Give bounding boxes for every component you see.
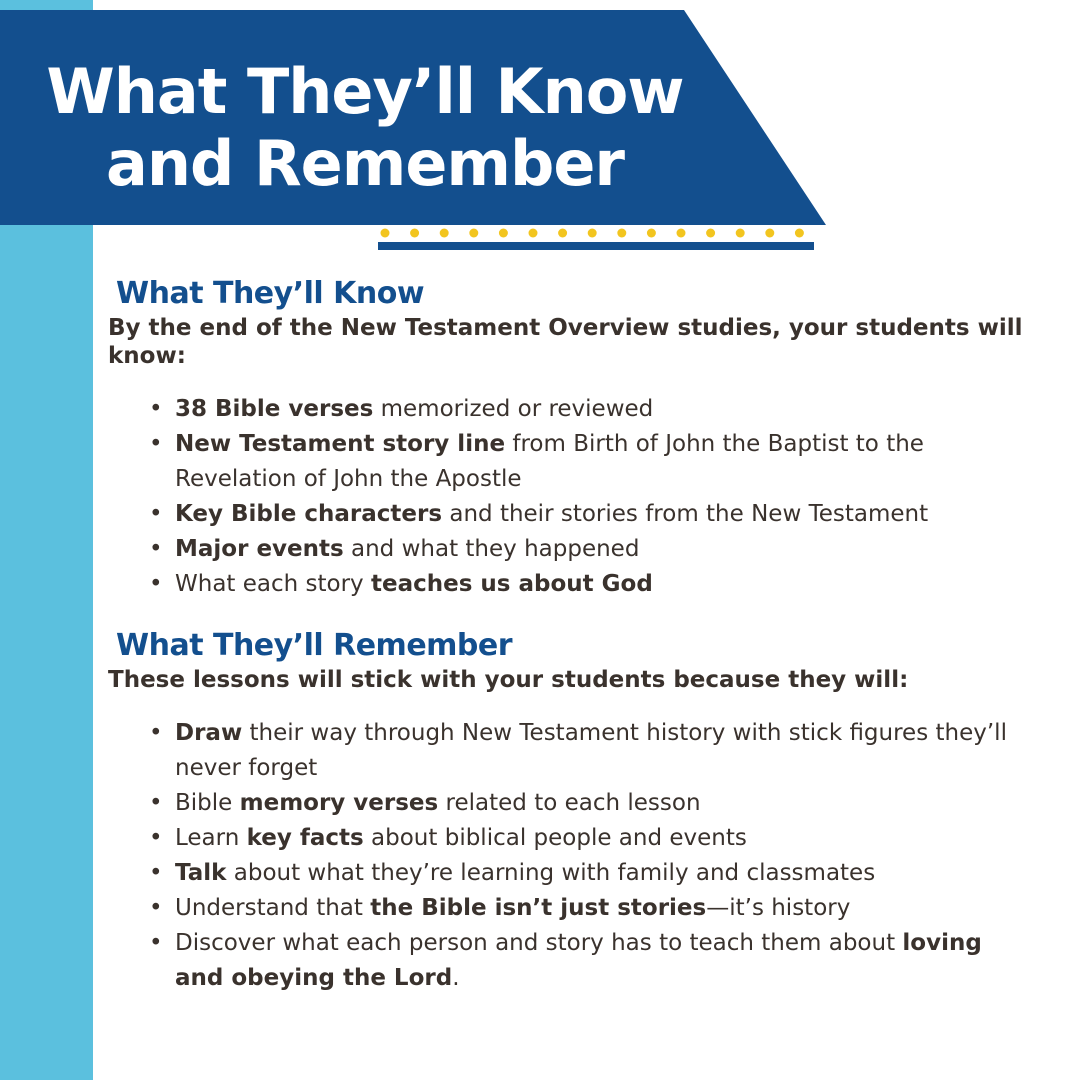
remember-item-text: about what they’re learning with family and classmates [226,860,876,886]
know-list [108,392,1038,602]
know-item [149,532,1038,567]
remember-item-lead-text: Understand that [175,895,371,921]
know-item-lead-text: What each story [175,571,371,597]
divider-dot [617,229,626,238]
bullet-icon: • [149,790,163,816]
main-content [108,274,1038,996]
divider-dot [499,229,508,238]
remember-item-text: related to each lesson [438,790,701,816]
bullet-icon: • [149,536,163,562]
divider-dot [529,229,538,238]
remember-heading: What They’ll Remember [116,628,513,663]
divider-dot [381,229,390,238]
divider-dot [440,229,449,238]
remember-item-emphasis: Talk [175,860,227,886]
bullet-icon: • [149,860,163,886]
divider-dot [469,229,478,238]
know-item [149,497,1038,532]
know-item-emphasis: teaches us about God [370,571,653,597]
know-item-emphasis: Key Bible characters [175,501,443,527]
know-section [108,274,1038,602]
divider-dot [558,229,567,238]
remember-item-text: about biblical people and events [363,825,747,851]
divider-dot [736,229,745,238]
page-title-line-2: and Remember [106,127,624,200]
dotted-divider [378,225,814,253]
know-heading: What They’ll Know [116,276,425,311]
page-title [0,56,730,200]
remember-item [149,891,1038,926]
bullet-icon: • [149,930,163,956]
divider-dot [795,229,804,238]
remember-section [108,626,1038,996]
divider-dot [677,229,686,238]
remember-item [149,821,1038,856]
remember-item-text: . [452,965,460,991]
know-item-text: from Birth of John the Baptist to the Revelation of John the Apostle [175,431,924,492]
bullet-icon: • [149,895,163,921]
know-item-emphasis: 38 Bible verses [175,396,374,422]
remember-item [149,856,1038,891]
remember-item [149,926,1038,996]
remember-item-text: their way through New Testament history with stick figures they’ll never forget [175,720,1007,781]
remember-list [108,716,1038,996]
remember-item-text: —it’s history [706,895,851,921]
remember-item-lead-text: Learn [175,825,247,851]
bullet-icon: • [149,720,163,746]
know-item [149,567,1038,602]
bullet-icon: • [149,431,163,457]
know-item-emphasis: New Testament story line [175,431,506,457]
remember-item [149,786,1038,821]
remember-intro: These lessons will stick with your students because they will: [108,667,909,693]
divider-line [378,242,814,250]
know-item [149,427,1038,497]
divider-dot [588,229,597,238]
know-item-text: memorized or reviewed [373,396,654,422]
know-item-text: and what they happened [343,536,640,562]
divider-dot [647,229,656,238]
divider-dot [706,229,715,238]
remember-item-emphasis: key facts [246,825,364,851]
know-item-emphasis: Major events [175,536,344,562]
know-item [149,392,1038,427]
remember-item-lead-text: Bible [175,790,240,816]
remember-item-lead-text: Discover what each person and story has to teach them about [175,930,903,956]
remember-item-emphasis: the Bible isn’t just stories [370,895,707,921]
dotted-divider-graphic [378,225,814,253]
page-title-line-1: What They’ll Know [46,55,684,128]
title-banner [0,10,826,225]
bullet-icon: • [149,396,163,422]
bullet-icon: • [149,825,163,851]
know-item-text: and their stories from the New Testament [442,501,929,527]
remember-item [149,716,1038,786]
remember-item-emphasis: Draw [175,720,243,746]
bullet-icon: • [149,571,163,597]
remember-item-emphasis: loving and obeying the Lord [175,930,982,991]
divider-dot [765,229,774,238]
know-intro: By the end of the New Testament Overview studies, your students will know: [108,315,1023,369]
remember-item-emphasis: memory verses [239,790,439,816]
bullet-icon: • [149,501,163,527]
divider-dot [410,229,419,238]
